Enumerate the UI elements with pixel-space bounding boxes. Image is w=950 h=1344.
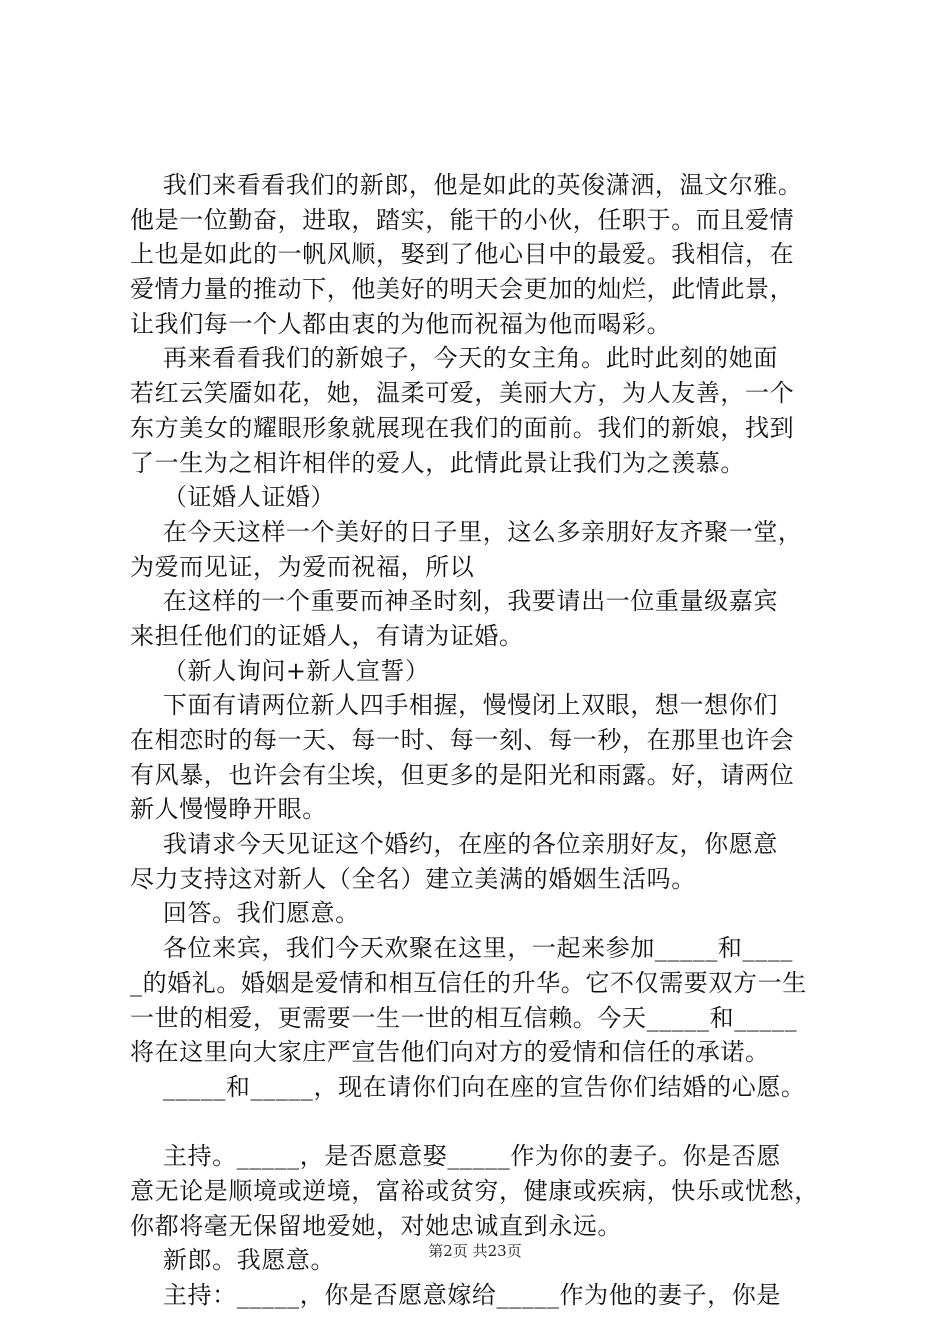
document-body bbox=[130, 168, 840, 1313]
text-line: _的婚礼。婚姻是爱情和相互信任的升华。它不仅需要双方一生 bbox=[130, 968, 807, 997]
text-line: 主持：_____，你是否愿意嫁给_____作为他的妻子，你是 bbox=[130, 1281, 781, 1309]
text-line: （证婚人证婚） bbox=[130, 483, 336, 512]
text-line: 各位来宾，我们今天欢聚在这里，一起来参加_____和____ bbox=[130, 934, 793, 963]
text-line: 爱情力量的推动下，他美好的明天会更加的灿烂，此情此景， bbox=[130, 275, 795, 304]
text-line: 在今天这样一个美好的日子里，这么多亲朋好友齐聚一堂， bbox=[130, 517, 803, 546]
text-line: 他是一位勤奋，进取，踏实，能干的小伙，任职于。而且爱情 bbox=[130, 205, 795, 234]
text-line: 有风暴，也许会有尘埃，但更多的是阳光和雨露。好，请两位 bbox=[130, 760, 795, 789]
page-number-footer: 第2页 共23页 bbox=[428, 1242, 522, 1260]
text-line: （新人询问+新人宣誓） bbox=[130, 656, 430, 685]
text-line: _____和_____，现在请你们向在座的宣告你们结婚的心愿。 bbox=[130, 1072, 806, 1101]
text-line: 了一生为之相许相伴的爱人，此情此景让我们为之羡慕。 bbox=[130, 448, 745, 477]
text-line: 我请求今天见证这个婚约，在座的各位亲朋好友，你愿意 bbox=[130, 830, 778, 859]
text-line: 下面有请两位新人四手相握，慢慢闭上双眼，想一想你们 bbox=[130, 691, 778, 720]
text-line: 为爱而见证，为爱而祝福，所以 bbox=[130, 552, 475, 581]
text-line: 一世的相爱，更需要一生一世的相互信赖。今天_____和_____ bbox=[130, 1003, 798, 1032]
text-line: 尽力支持这对新人（全名）建立美满的婚姻生活吗。 bbox=[130, 864, 696, 893]
text-line: 你都将毫无保留地爱她，对她忠诚直到永远。 bbox=[130, 1211, 622, 1240]
text-line: 让我们每一个人都由衷的为他而祝福为他而喝彩。 bbox=[130, 309, 672, 338]
text-line: 来担任他们的证婚人，有请为证婚。 bbox=[130, 621, 524, 650]
text-line: 主持。_____，是否愿意娶_____作为你的妻子。你是否愿 bbox=[130, 1142, 781, 1171]
text-line bbox=[130, 1105, 840, 1140]
text-line: 上也是如此的一帆风顺，娶到了他心目中的最爱。我相信，在 bbox=[130, 240, 795, 269]
text-line: 我们来看看我们的新郎，他是如此的英俊潇洒，温文尔雅。 bbox=[130, 171, 803, 199]
text-line: 东方美女的耀眼形象就展现在我们的面前。我们的新娘，找到 bbox=[130, 413, 795, 442]
text-line: 回答。我们愿意。 bbox=[130, 899, 360, 928]
text-line: 再来看看我们的新娘子，今天的女主角。此时此刻的她面 bbox=[130, 344, 778, 373]
text-line: 在相恋时的每一天、每一时、每一刻、每一秒，在那里也许会 bbox=[130, 726, 795, 754]
text-line: 意无论是顺境或逆境，富裕或贫穷，健康或疾病，快乐或忧愁， bbox=[130, 1176, 819, 1205]
text-line: 在这样的一个重要而神圣时刻，我要请出一位重量级嘉宾 bbox=[130, 587, 778, 616]
text-line: 将在这里向大家庄严宣告他们向对方的爱情和信任的承诺。 bbox=[130, 1038, 770, 1067]
text-line: 若红云笑靥如花，她，温柔可爱，美丽大方，为人友善，一个 bbox=[130, 379, 795, 408]
text-line: 新人慢慢睁开眼。 bbox=[130, 795, 327, 824]
text-line: 新郎。我愿意。 bbox=[130, 1246, 336, 1275]
